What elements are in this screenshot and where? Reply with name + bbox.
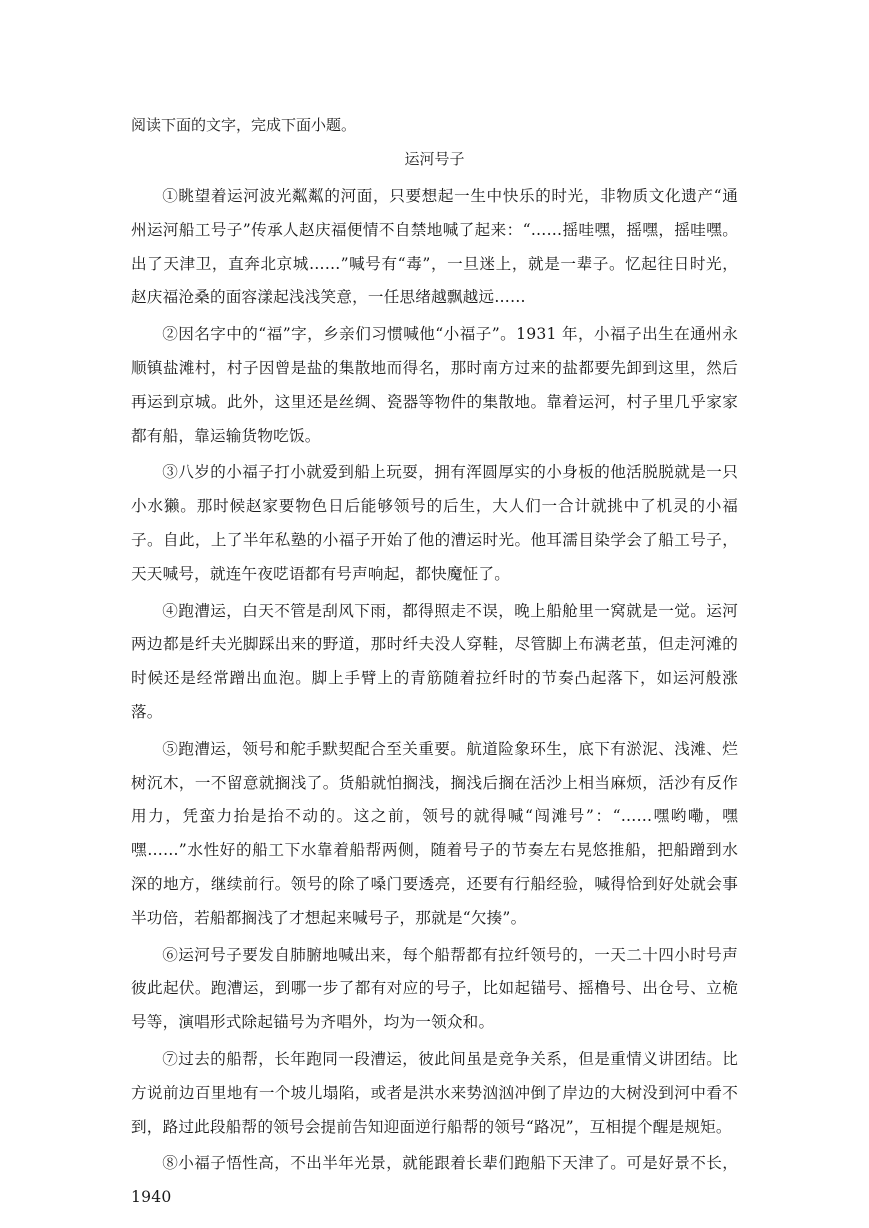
paragraph-1: ①眺望着运河波光粼粼的河面，只要想起一生中快乐的时光，非物质文化遗产“通州运河船工号子”传承人赵庆福便情不自禁地喊了起来：“……摇哇嘿，摇嘿，摇哇嘿。出了天津卫，直奔北京城……”喊号有“毒”，一旦迷上，就是一辈子。忆起往日时光，赵庆福沧桑的面容漾起浅浅笑意，一任思绪越飘越远…… bbox=[131, 187, 738, 307]
instruction-text: 阅读下面的文字，完成下面小题。 bbox=[131, 116, 357, 134]
paragraph-7: ⑦过去的船帮，长年跑同一段漕运，彼此间虽是竞争关系，但是重情义讲团结。比方说前边百里地有一个坡儿塌陷，或者是洪水来势汹汹冲倒了岸边的大树没到河中看不到，路过此段船帮的领号会提前告知迎面逆行船帮的领号“路况”，互相提个醒是规矩。 bbox=[131, 1049, 738, 1136]
paragraph-2: ②因名字中的“福”字，乡亲们习惯喊他“小福子”。1931 年，小福子出生在通州永顺镇盐滩村，村子因曾是盐的集散地而得名，那时南方过来的盐都要先卸到这里，然后再运到京城。此外，这里还是丝绸、瓷器等物件的集散地。靠着运河，村子里几乎家家都有船，靠运输货物吃饭。 bbox=[131, 325, 738, 445]
paragraph-4: ④跑漕运，白天不管是刮风下雨，都得照走不误，晚上船舱里一窝就是一觉。运河两边都是纤夫光脚踩出来的野道，那时纤夫没人穿鞋，尽管脚上布满老茧，但走河滩的时候还是经常蹭出血泡。脚上手臂上的青筋随着拉纤时的节奏凸起落下，如运河般涨落。 bbox=[131, 601, 738, 721]
article-body bbox=[131, 180, 738, 1215]
article-title: 运河号子 bbox=[404, 150, 465, 168]
paragraph-5: ⑤跑漕运，领号和舵手默契配合至关重要。航道险象环生，底下有淤泥、浅滩、烂树沉木，一不留意就搁浅了。货船就怕搁浅，搁浅后搁在活沙上相当麻烦，活沙有反作用力，凭蛮力抬是抬不动的。这之前，领号的就得喊“闯滩号”：“……嘿哟嘞，嘿嘿……”水性好的船工下水靠着船帮两侧，随着号子的节奏左右晃悠推船，把船蹭到水深的地方，继续前行。领号的除了嗓门要透亮，还要有行船经验，喊得恰到好处就会事半功倍，若船都搁浅了才想起来喊号子，那就是“欠揍”。 bbox=[131, 739, 738, 927]
paragraph-3: ③八岁的小福子打小就爱到船上玩耍，拥有浑圆厚实的小身板的他活脱脱就是一只小水獭。那时候赵家要物色日后能够领号的后生，大人们一合计就挑中了机灵的小福子。自此，上了半年私塾的小福子开始了他的漕运时光。他耳濡目染学会了船工号子，天天喊号，就连午夜呓语都有号声响起，都快魔怔了。 bbox=[131, 463, 738, 583]
paragraph-6: ⑥运河号子要发自肺腑地喊出来，每个船帮都有拉纤领号的，一天二十四小时号声彼此起伏。跑漕运，到哪一步了都有对应的号子，比如起锚号、摇橹号、出仓号、立桅号等，演唱形式除起锚号为齐唱外，均为一领众和。 bbox=[131, 945, 738, 1032]
paragraph-8: ⑧小福子悟性高，不出半年光景，就能跟着长辈们跑船下天津了。可是好景不长，1940 bbox=[131, 1154, 738, 1207]
